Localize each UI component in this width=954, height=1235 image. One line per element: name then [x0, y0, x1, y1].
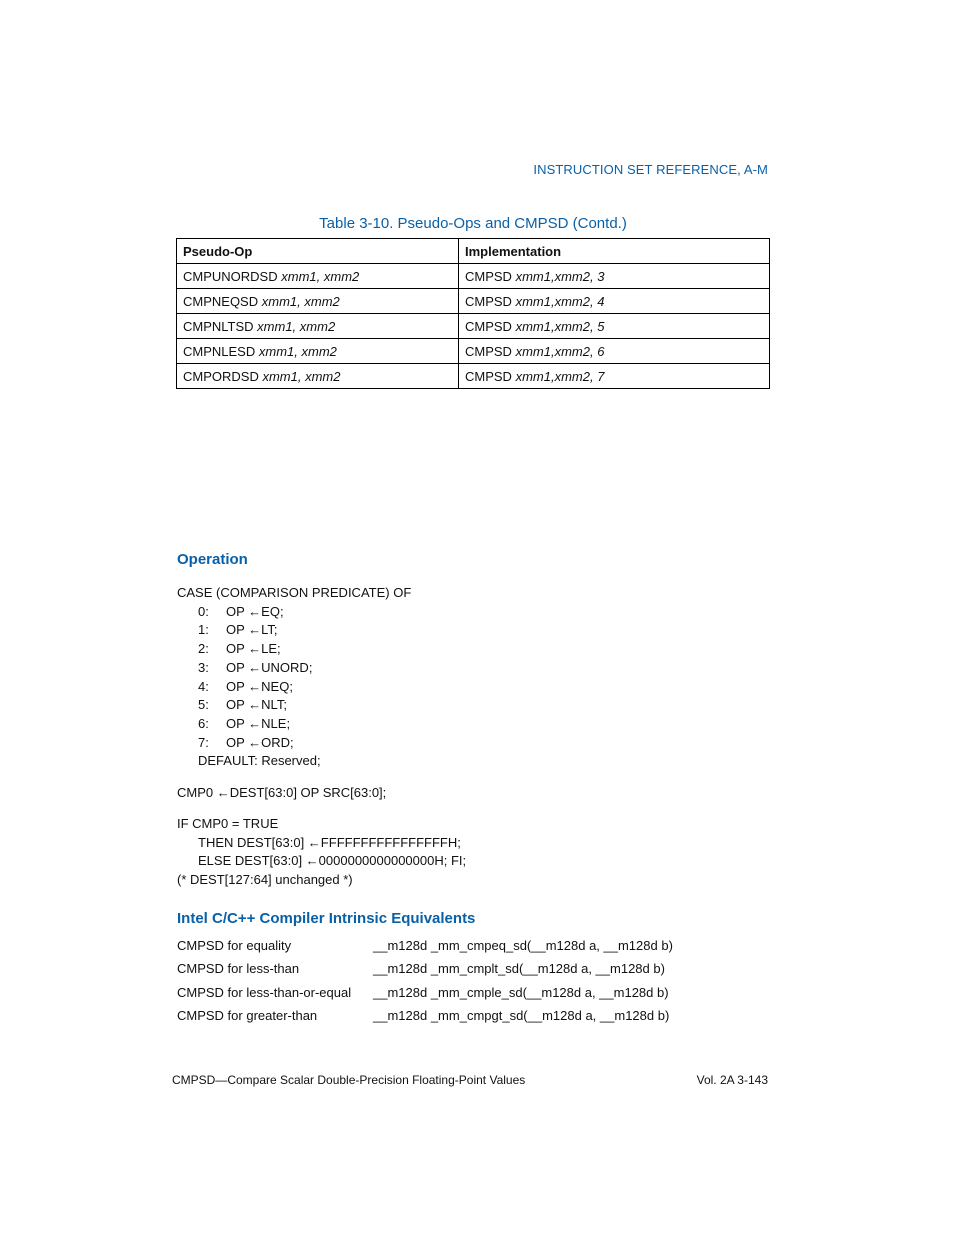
case-number: 0:	[198, 603, 209, 619]
running-header: INSTRUCTION SET REFERENCE, A-M	[533, 162, 768, 177]
then-line: THEN DEST[63:0] ←FFFFFFFFFFFFFFFFH;	[198, 834, 461, 850]
pseudo-ops-table	[176, 238, 770, 389]
op-name: CMPNLESD	[183, 343, 256, 359]
impl-args: xmm1,xmm2, 6	[515, 343, 605, 359]
intrinsic-code: __m128d _mm_cmplt_sd(__m128d a, __m128d b)	[373, 961, 665, 976]
impl-args: xmm1,xmm2, 4	[515, 293, 605, 309]
footer-page-number: Vol. 2A 3-143	[696, 1073, 768, 1087]
case-number: 6:	[198, 715, 209, 731]
pseudo-op-cell	[177, 364, 459, 389]
case-line	[177, 603, 411, 622]
case-line	[177, 640, 411, 659]
case-header: CASE (COMPARISON PREDICATE) OF	[177, 585, 412, 600]
implementation-cell	[459, 364, 770, 389]
case-line	[177, 734, 411, 753]
case-op: OP ←NEQ;	[226, 678, 293, 694]
case-op: OP ←LE;	[226, 641, 281, 657]
else-line: ELSE DEST[63:0] ←0000000000000000H; FI;	[198, 853, 467, 869]
case-op: OP ←UNORD;	[226, 659, 313, 675]
intrinsic-code: __m128d _mm_cmpeq_sd(__m128d a, __m128d b)	[373, 938, 673, 953]
comment-line: (* DEST[127:64] unchanged *)	[177, 872, 353, 888]
impl-name: CMPSD	[465, 368, 512, 384]
case-op: OP ←LT;	[226, 622, 278, 638]
impl-name: CMPSD	[465, 293, 512, 309]
implementation-cell	[459, 289, 770, 314]
case-op: OP ←EQ;	[226, 603, 284, 619]
table-row	[177, 339, 770, 364]
pseudo-op-cell	[177, 289, 459, 314]
intrinsic-code: __m128d _mm_cmpgt_sd(__m128d a, __m128d b)	[373, 1008, 670, 1023]
case-statement-block	[177, 584, 411, 771]
if-statement-block	[177, 815, 466, 890]
op-args: xmm1, xmm2	[281, 268, 360, 284]
op-args: xmm1, xmm2	[261, 293, 340, 309]
case-line	[177, 678, 411, 697]
impl-name: CMPSD	[465, 318, 512, 334]
impl-args: xmm1,xmm2, 3	[515, 268, 605, 284]
footer-title: CMPSD—Compare Scalar Double-Precision Floating-Point Values	[172, 1073, 526, 1087]
intrinsic-description: CMPSD for greater-than	[177, 1008, 318, 1023]
if-line: IF CMP0 = TRUE	[177, 816, 279, 831]
case-number: 3:	[198, 659, 209, 675]
column-header-implementation: Implementation	[459, 239, 770, 264]
case-line	[177, 621, 411, 640]
table-row	[177, 264, 770, 289]
impl-name: CMPSD	[465, 343, 512, 359]
case-op: OP ←NLE;	[226, 715, 291, 731]
case-line	[177, 659, 411, 678]
op-args: xmm1, xmm2	[262, 368, 341, 384]
pseudo-op-cell	[177, 264, 459, 289]
op-name: CMPUNORDSD	[183, 268, 278, 284]
pseudo-op-cell	[177, 314, 459, 339]
op-args: xmm1, xmm2	[257, 318, 336, 334]
impl-args: xmm1,xmm2, 5	[515, 318, 605, 334]
case-number: 4:	[198, 678, 209, 694]
cmp0-assignment: CMP0 ←DEST[63:0] OP SRC[63:0];	[177, 785, 387, 800]
intrinsic-row	[177, 961, 777, 976]
op-name: CMPORDSD	[183, 368, 259, 384]
intrinsics-heading: Intel C/C++ Compiler Intrinsic Equivalents	[177, 910, 476, 927]
intrinsic-description: CMPSD for less-than	[177, 961, 300, 976]
pseudo-op-cell	[177, 339, 459, 364]
intrinsic-code: __m128d _mm_cmple_sd(__m128d a, __m128d b)	[373, 985, 669, 1000]
table-row	[177, 289, 770, 314]
implementation-cell	[459, 264, 770, 289]
operation-heading: Operation	[177, 551, 248, 568]
case-number: 2:	[198, 641, 209, 657]
implementation-cell	[459, 339, 770, 364]
table-header-row	[177, 239, 770, 264]
table-caption: Table 3-10. Pseudo-Ops and CMPSD (Contd.)	[319, 215, 627, 232]
case-line	[177, 715, 411, 734]
intrinsic-row	[177, 1008, 777, 1023]
op-name: CMPNEQSD	[183, 293, 259, 309]
case-line	[177, 696, 411, 715]
case-op: OP ←NLT;	[226, 697, 287, 713]
implementation-cell	[459, 314, 770, 339]
intrinsic-row	[177, 938, 777, 953]
intrinsic-row	[177, 985, 777, 1000]
case-op: OP ←ORD;	[226, 734, 294, 750]
table-row	[177, 364, 770, 389]
column-header-pseudo-op: Pseudo-Op	[177, 239, 459, 264]
impl-args: xmm1,xmm2, 7	[515, 368, 605, 384]
impl-name: CMPSD	[465, 268, 512, 284]
op-name: CMPNLTSD	[183, 318, 254, 334]
op-args: xmm1, xmm2	[258, 343, 337, 359]
table-row	[177, 314, 770, 339]
default-line: DEFAULT: Reserved;	[198, 753, 321, 769]
case-number: 1:	[198, 622, 209, 638]
case-number: 7:	[198, 734, 209, 750]
intrinsic-description: CMPSD for equality	[177, 938, 292, 953]
intrinsic-description: CMPSD for less-than-or-equal	[177, 985, 352, 1000]
case-number: 5:	[198, 697, 209, 713]
